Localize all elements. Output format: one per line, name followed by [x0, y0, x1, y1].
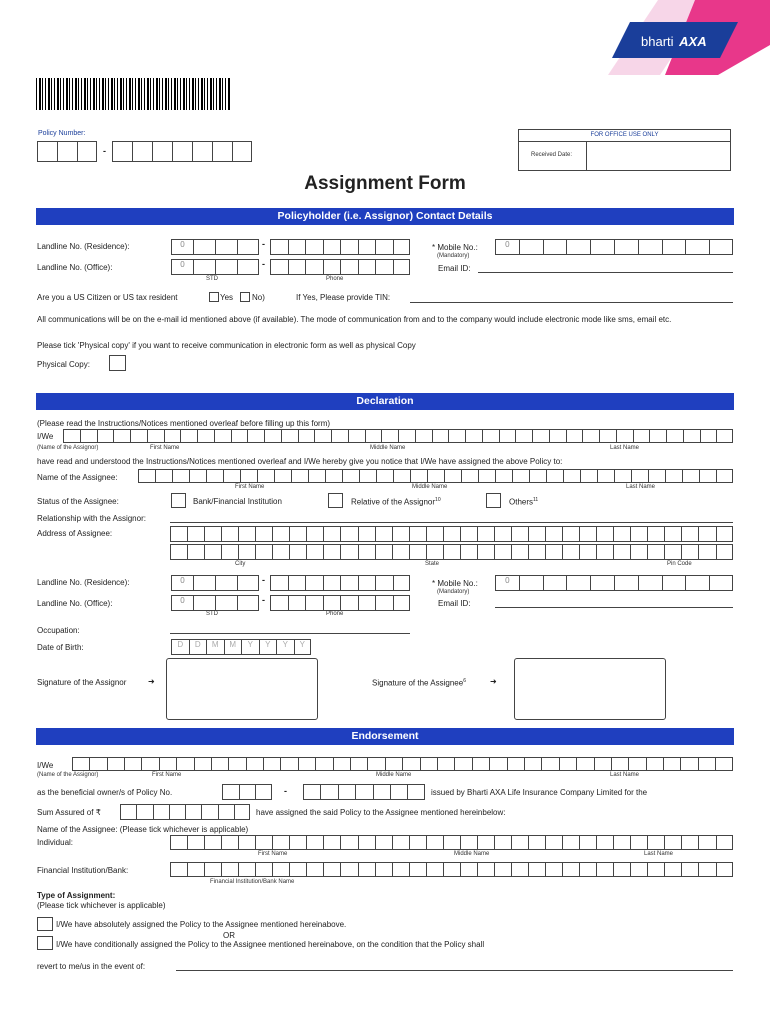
policy-number-boxes-2[interactable]: [112, 141, 252, 162]
others-sup: 11: [533, 497, 539, 503]
section-contact-header: Policyholder (i.e. Assignor) Contact Details: [36, 208, 734, 225]
conditional-text: I/We have conditionally assigned the Policy to the Assignee mentioned hereinabove, on the condition that the Policy shall: [56, 940, 485, 949]
state-caption: State: [425, 561, 440, 567]
revert-field[interactable]: [176, 970, 733, 971]
received-date-field[interactable]: [586, 141, 730, 170]
revert-label: revert to me/us in the event of:: [37, 962, 146, 971]
mobile-boxes[interactable]: 0: [495, 239, 733, 255]
endorse-assignor-boxes[interactable]: [37, 757, 733, 771]
endorse-policy-dash: -: [284, 786, 287, 796]
dob-label: Date of Birth:: [37, 643, 84, 652]
assignee-last-name-caption: Last Name: [626, 484, 656, 490]
name-of-assignor-caption: (Name of the Assignor): [37, 445, 99, 451]
assignee-middle-name-caption: Middle Name: [412, 484, 448, 490]
individual-first-name-caption: First Name: [258, 851, 288, 857]
logo-partner: AXA: [679, 34, 707, 49]
status-relative-checkbox[interactable]: [328, 493, 343, 508]
beneficial-label: as the beneficial owner/s of Policy No.: [37, 788, 173, 797]
logo-brand: bharti: [641, 34, 674, 49]
assignee-landline-off-dash: -: [262, 595, 265, 605]
assignee-mandatory-caption: (Mandatory): [437, 589, 470, 595]
endorse-policy-boxes-1[interactable]: [222, 784, 272, 800]
name-assignee-label: Name of the Assignee:: [37, 473, 118, 482]
have-read-text: have read and understood the Instructions/Notices mentioned overleaf and I/We hereby give you notice that I/We have assigned the above Policy to:: [37, 457, 563, 466]
mandatory-caption: (Mandatory): [437, 253, 470, 259]
assignee-email-field[interactable]: [495, 607, 733, 608]
status-assignee-label: Status of the Assignee:: [37, 497, 119, 506]
assignee-landline-off-phone[interactable]: [270, 595, 410, 611]
section-endorsement-header: Endorsement: [36, 728, 734, 745]
sig-assignee-label: [372, 678, 466, 688]
status-others-label: [509, 497, 538, 507]
landline-res-phone[interactable]: [270, 239, 410, 255]
absolute-checkbox[interactable]: [37, 917, 53, 931]
have-assigned-text: have assigned the said Policy to the Assignee mentioned hereinbelow:: [256, 808, 506, 817]
fin-inst-label: Financial Institution/Bank:: [37, 866, 129, 875]
individual-label: Individual:: [37, 838, 74, 847]
assignor-name-boxes[interactable]: [63, 429, 733, 443]
landline-off-dash: -: [262, 259, 265, 269]
status-others-checkbox[interactable]: [486, 493, 501, 508]
status-relative-label: [351, 497, 441, 507]
assignee-landline-res-std[interactable]: 0: [171, 575, 259, 591]
landline-off-std[interactable]: 0: [171, 259, 259, 275]
city-caption: City: [235, 561, 246, 567]
arrow-icon: ➜: [148, 677, 155, 686]
middle-name-caption: Middle Name: [370, 445, 406, 451]
office-use-box: [518, 129, 731, 171]
us-citizen-label: Are you a US Citizen or US tax resident: [37, 293, 178, 302]
assignee-first-name-caption: First Name: [235, 484, 265, 490]
landline-res-label: Landline No. (Residence):: [37, 242, 130, 251]
conditional-checkbox[interactable]: [37, 936, 53, 950]
sum-assured-label: Sum Assured of ₹: [37, 808, 101, 817]
assignee-mobile-boxes[interactable]: 0: [495, 575, 733, 591]
individual-last-name-caption: Last Name: [644, 851, 674, 857]
policy-number-boxes-1[interactable]: [37, 141, 97, 162]
us-no-label: No): [252, 293, 265, 302]
name-tick-label: Name of the Assignee: (Please tick whichever is applicable): [37, 825, 249, 834]
dob-boxes[interactable]: D D M M Y Y Y Y: [171, 639, 311, 655]
office-use-title: FOR OFFICE USE ONLY: [519, 132, 730, 142]
address-boxes-2[interactable]: [170, 544, 733, 560]
relative-sup: 10: [435, 497, 441, 503]
assignee-mobile-label: * Mobile No.:: [432, 579, 478, 588]
iwe-label: I/We: [37, 432, 54, 441]
logo: [641, 34, 741, 54]
individual-middle-name-caption: Middle Name: [454, 851, 490, 857]
fin-inst-name-caption: Financial Institution/Bank Name: [210, 879, 295, 885]
endorse-iwe-label: I/We: [37, 761, 54, 770]
relationship-field[interactable]: [170, 522, 733, 523]
assignee-email-label: Email ID:: [438, 599, 471, 608]
address-boxes-1[interactable]: [170, 526, 733, 542]
assignee-landline-res-phone[interactable]: [270, 575, 410, 591]
sig-assignor-label: Signature of the Assignor: [37, 678, 127, 687]
phone-caption: Phone: [326, 276, 344, 282]
landline-res-std[interactable]: 0: [171, 239, 259, 255]
std-caption: STD: [206, 276, 218, 282]
individual-boxes[interactable]: [170, 835, 733, 850]
status-bank-label: Bank/Financial Institution: [193, 497, 282, 506]
form-title: Assignment Form: [304, 173, 466, 194]
endorse-policy-boxes-2[interactable]: [303, 784, 425, 800]
mobile-label: * Mobile No.:: [432, 243, 478, 252]
type-tick: (Please tick whichever is applicable): [37, 901, 166, 910]
comm-note: All communications will be on the e-mail id mentioned above (if available). The mode of communication from and to the company would include electronic mode like sms, email etc.: [37, 315, 672, 324]
pin-caption: Pin Code: [667, 561, 692, 567]
instructions-note: (Please read the Instructions/Notices mentioned overleaf before filling up this form): [37, 419, 331, 428]
sig-assignee-text: Signature of the Assignee: [372, 678, 464, 688]
fin-inst-boxes[interactable]: [170, 862, 733, 877]
assignee-landline-off-label: Landline No. (Office):: [37, 599, 113, 608]
us-yes-label: Yes: [220, 293, 234, 302]
issued-text: issued by Bharti AXA Life Insurance Company Limited for the: [431, 788, 648, 797]
last-name-caption: Last Name: [610, 445, 640, 451]
endorse-middle-name-caption: Middle Name: [376, 772, 412, 778]
sig-assignee-box[interactable]: [514, 658, 666, 720]
occupation-field[interactable]: [170, 633, 410, 634]
assignee-phone-caption: Phone: [326, 611, 344, 617]
physical-copy-label: Physical Copy:: [37, 360, 90, 369]
physical-note: Please tick 'Physical copy' if you want to receive communication in electronic form as well as physical Copy: [37, 341, 416, 350]
policy-number-dash: -: [103, 146, 106, 156]
assignee-landline-off-std[interactable]: 0: [171, 595, 259, 611]
arrow-icon: ➜: [490, 677, 497, 686]
or-text: OR: [223, 931, 235, 940]
email-field[interactable]: [478, 272, 733, 273]
others-text: Others: [509, 497, 534, 507]
occupation-label: Occupation:: [37, 626, 80, 635]
assignee-name-boxes[interactable]: [138, 469, 733, 483]
sig-assignee-sup: 6: [463, 678, 466, 684]
tin-field[interactable]: [410, 302, 733, 303]
barcode: [36, 78, 230, 110]
email-label: Email ID:: [438, 264, 471, 273]
absolute-text: I/We have absolutely assigned the Policy to the Assignee mentioned hereinabove.: [56, 920, 347, 929]
landline-res-dash: -: [262, 239, 265, 249]
assignee-landline-res-label: Landline No. (Residence):: [37, 578, 130, 587]
landline-off-label: Landline No. (Office):: [37, 263, 113, 272]
relative-text: Relative of the Assignor: [351, 497, 436, 507]
endorse-last-name-caption: Last Name: [610, 772, 640, 778]
first-name-caption: First Name: [150, 445, 180, 451]
us-yes-checkbox[interactable]: [209, 292, 219, 302]
relationship-label: Relationship with the Assignor:: [37, 514, 146, 523]
landline-off-phone[interactable]: [270, 259, 410, 275]
sig-assignor-box[interactable]: [166, 658, 318, 720]
endorse-first-name-caption: First Name: [152, 772, 182, 778]
assignee-landline-res-dash: -: [262, 575, 265, 585]
tin-label: If Yes, Please provide TIN:: [296, 293, 391, 302]
assignee-std-caption: STD: [206, 611, 218, 617]
policy-number-label: Policy Number:: [38, 130, 86, 137]
us-no-checkbox[interactable]: [240, 292, 250, 302]
received-date-label: Received Date:: [531, 152, 573, 158]
type-title: Type of Assignment:: [37, 891, 116, 900]
status-bank-checkbox[interactable]: [171, 493, 186, 508]
sum-assured-boxes[interactable]: [120, 804, 250, 820]
address-label: Address of Assignee:: [37, 529, 113, 538]
section-declaration-header: Declaration: [36, 393, 734, 410]
physical-copy-checkbox[interactable]: [109, 355, 126, 371]
endorse-name-of-assignor-caption: (Name of the Assignor): [37, 772, 99, 778]
